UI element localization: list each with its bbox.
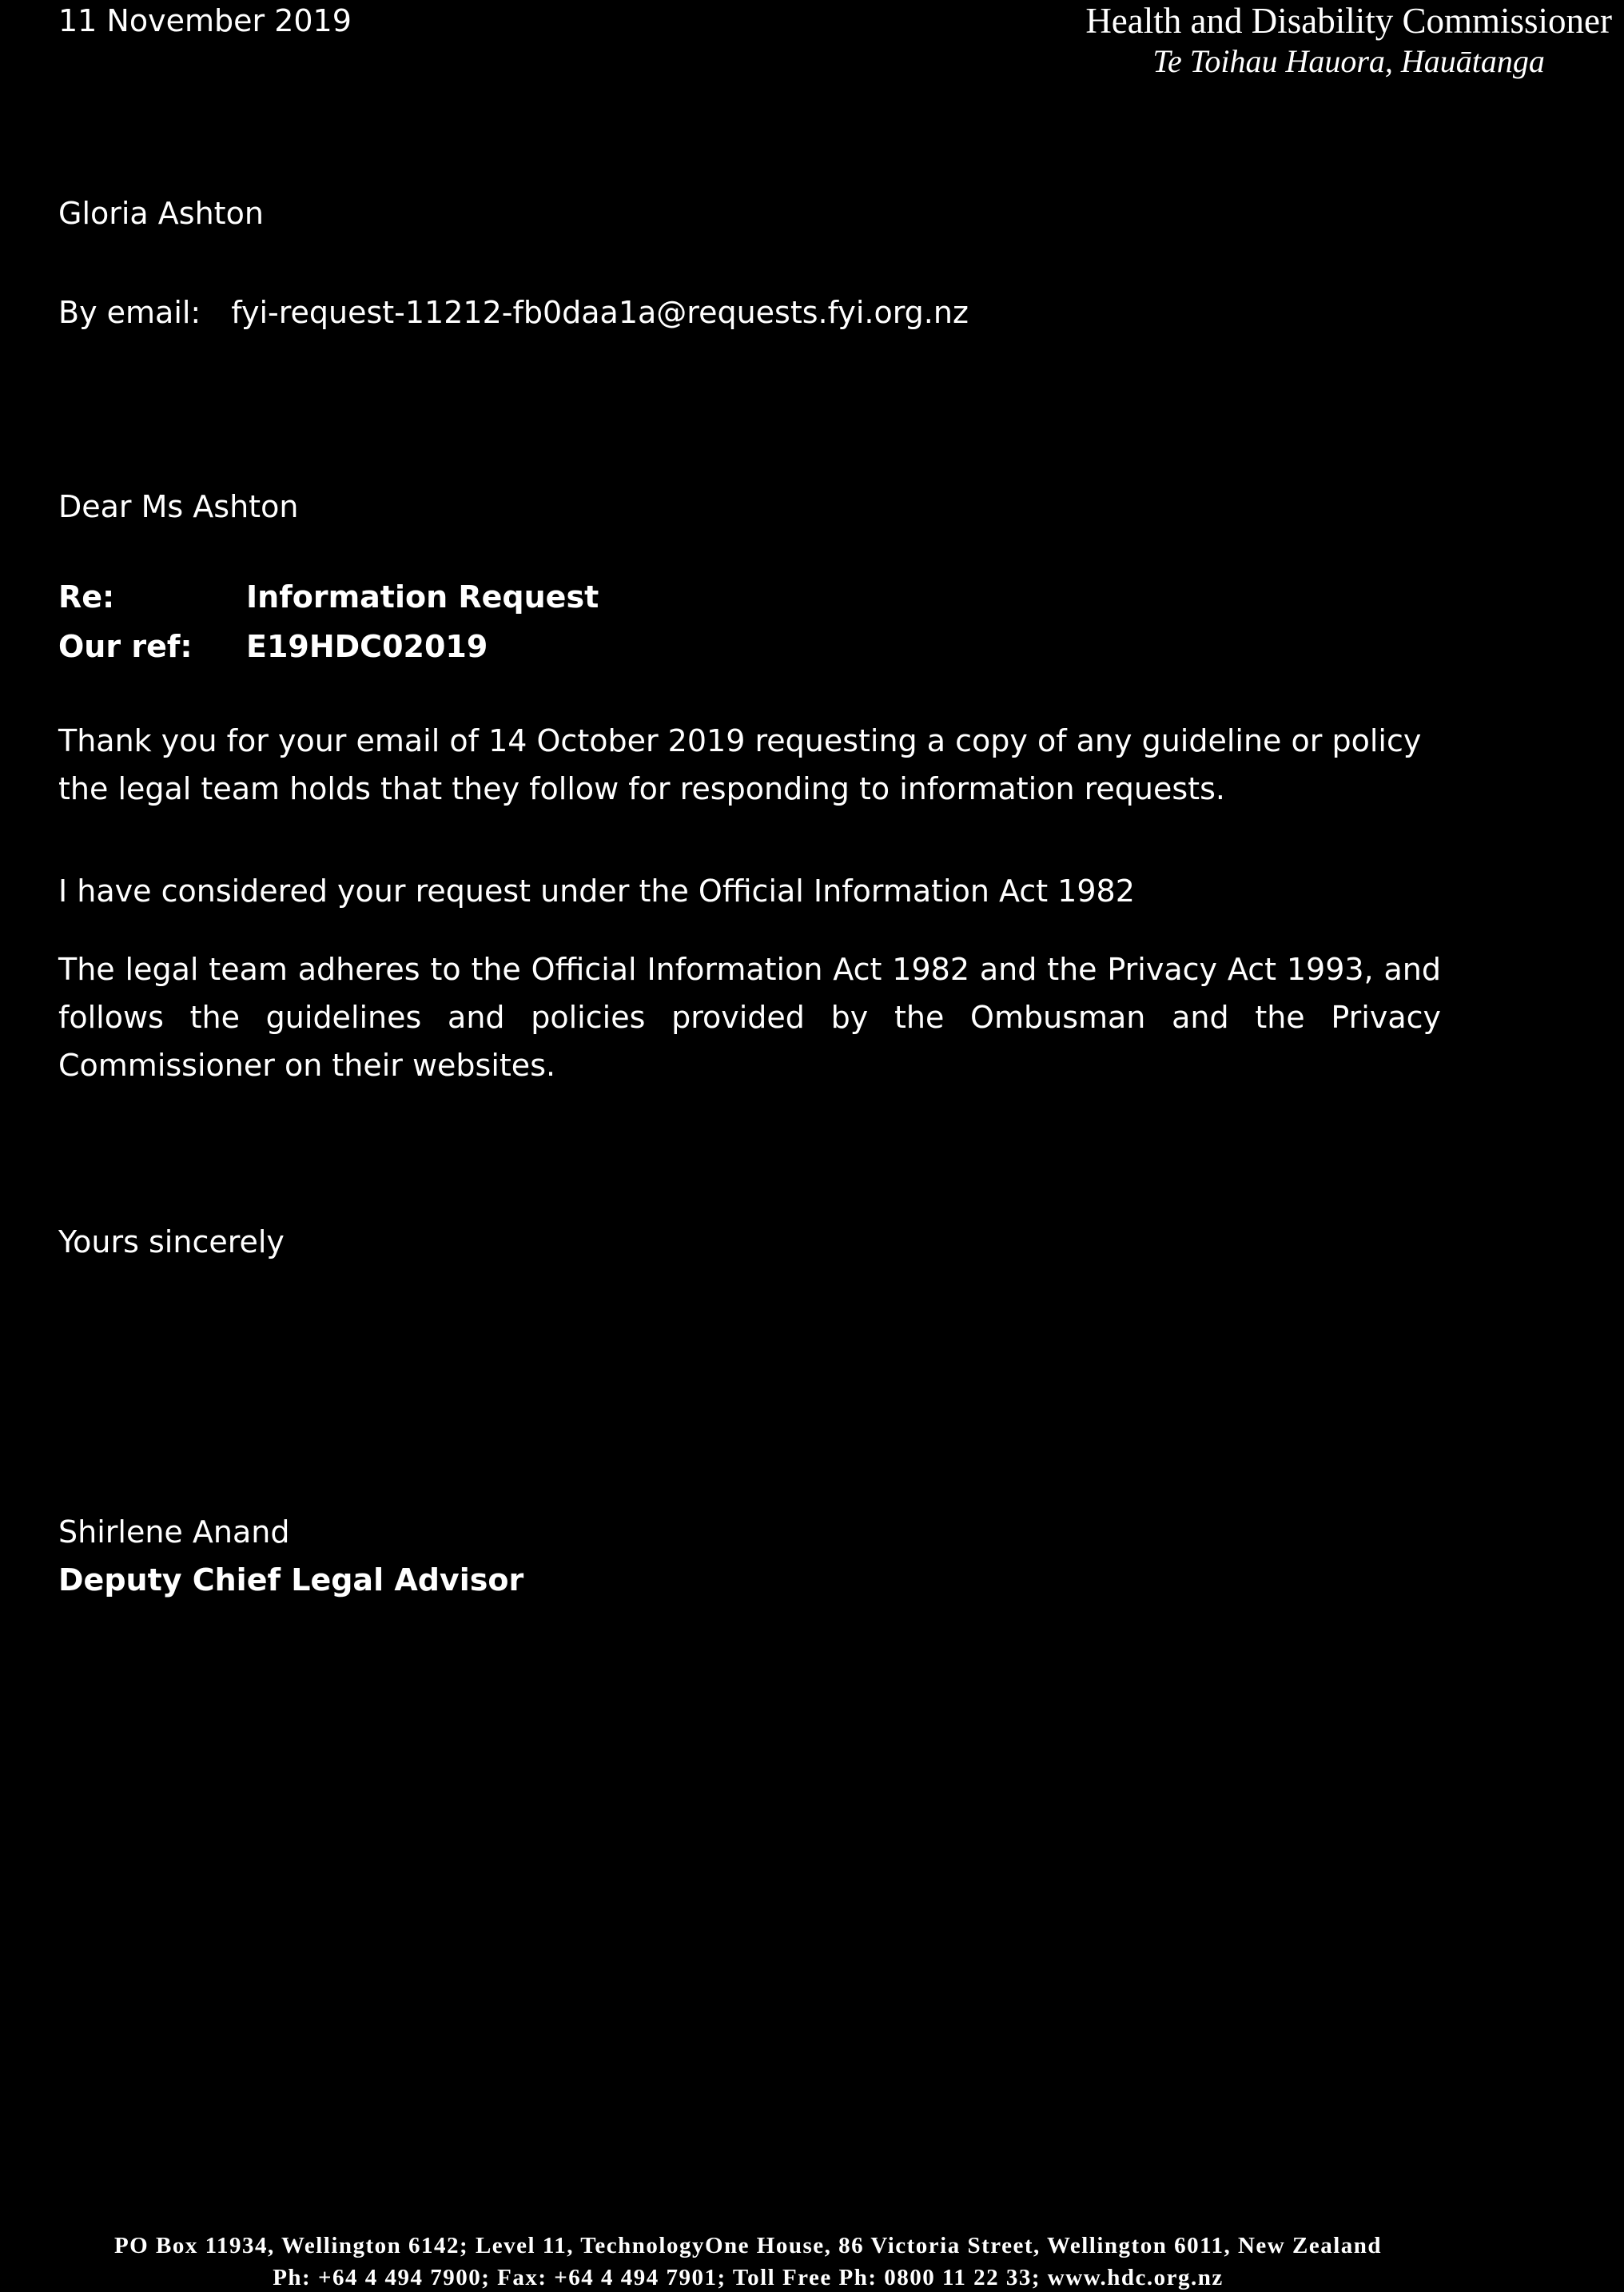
body-paragraph-3: The legal team adheres to the Official Information Act 1982 and the Privacy Act 1993, and follows the guidelines and policies provided by the Ombusman and the Privacy Commissioner on their websites. bbox=[58, 952, 1441, 1083]
org-name: Health and Disability Commissioner bbox=[1085, 1, 1612, 41]
our-ref-line bbox=[58, 627, 488, 666]
by-email-label: By email: bbox=[58, 295, 201, 330]
re-value: Information Request bbox=[246, 579, 599, 615]
our-ref-value: E19HDC02019 bbox=[246, 629, 488, 664]
recipient-name: Gloria Ashton bbox=[58, 196, 264, 231]
body-paragraph-1: Thank you for your email of 14 October 2019 requesting a copy of any guideline or policy the legal team holds that they follow for responding to information requests. bbox=[58, 723, 1422, 806]
re-line bbox=[58, 578, 599, 616]
our-ref-label: Our ref: bbox=[58, 629, 193, 664]
org-name-maori: Te Toihau Hauora, Hauātanga bbox=[1152, 43, 1545, 79]
salutation: Dear Ms Ashton bbox=[58, 489, 299, 524]
footer-contact-line: Ph: +64 4 494 7900; Fax: +64 4 494 7901; Toll Free Ph: 0800 11 22 33; www.hdc.org.nz bbox=[273, 2265, 1224, 2290]
letter-footer bbox=[0, 2230, 1496, 2292]
re-label: Re: bbox=[58, 579, 115, 615]
body-paragraph-2: I have considered your request under the Official Information Act 1982 bbox=[58, 873, 1135, 909]
by-email-line bbox=[58, 293, 969, 332]
closing: Yours sincerely bbox=[58, 1224, 285, 1259]
letterhead bbox=[1085, 0, 1612, 80]
signatory-title: Deputy Chief Legal Advisor bbox=[58, 1562, 524, 1598]
recipient-email: fyi-request-11212-fb0daa1a@requests.fyi.org.nz bbox=[231, 295, 969, 330]
letter-date: 11 November 2019 bbox=[58, 3, 352, 38]
footer-address-line: PO Box 11934, Wellington 6142; Level 11, TechnologyOne House, 86 Victoria Street, Wellington 6011, New Zealand bbox=[113, 2233, 1383, 2258]
signatory-name: Shirlene Anand bbox=[58, 1514, 290, 1550]
